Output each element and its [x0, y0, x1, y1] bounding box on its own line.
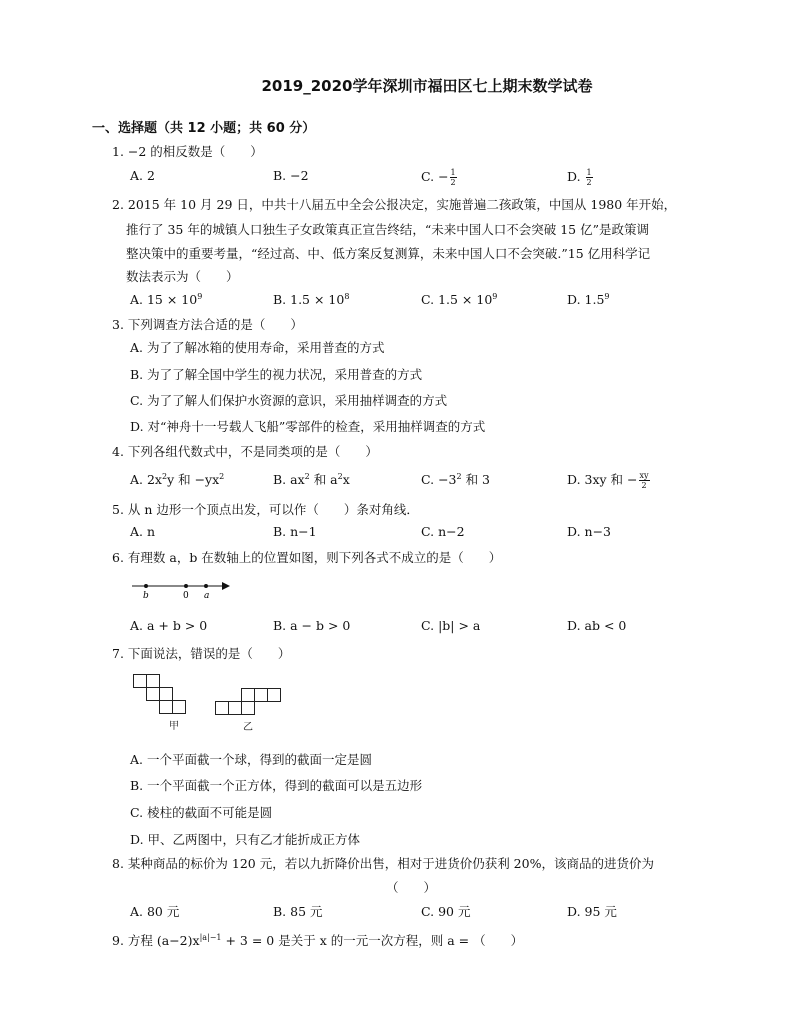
q3-option-c: C. 为了了解人们保护水资源的意识，采用抽样调查的方式 — [130, 393, 448, 408]
q1-option-d: D. $\frac{1}{2}$ — [567, 168, 592, 187]
fraction: $\frac{1}{2}$ — [450, 168, 456, 187]
q6-option-c: C. |b| > a — [421, 618, 481, 633]
section-heading: 一、选择题（共 12 小题；共 60 分） — [92, 121, 316, 136]
question-4-stem: 4. 下列各组代数式中，不是同类项的是（ ） — [112, 444, 378, 459]
q1-option-c: C. − $\frac{1}{2}$ — [421, 168, 456, 187]
q8-option-a: A. 80 元 — [130, 904, 180, 919]
q5-option-a: A. n — [130, 524, 156, 539]
q7-option-b: B. 一个平面截一个正方体，得到的截面可以是五边形 — [130, 778, 423, 793]
figure-label-jia: 甲 — [169, 721, 179, 732]
question-1-options — [130, 168, 690, 190]
q7-option-d: D. 甲、乙两图中，只有乙才能折成正方体 — [130, 832, 361, 847]
net-figure-yi — [215, 688, 295, 734]
q8-option-c: C. 90 元 — [421, 904, 471, 919]
question-9-stem: 9. 方程 $(a-2)x^{|a|-1} + 3 = 0$ 是关于 x 的一元一次方程，则 a = （ ） — [112, 933, 524, 949]
q4-option-b: B. $ax^2$ 和 $a^2x$ — [273, 471, 350, 487]
question-2-line-1: 2. 2015 年 10 月 29 日，中共十八届五中全会公报决定，实施普遍二孩政策，中国从 1980 年开始， — [112, 197, 677, 212]
question-8-blank: （ ） — [386, 880, 437, 895]
question-3-stem: 3. 下列调查方法合适的是（ ） — [112, 317, 303, 332]
question-7-stem: 7. 下面说法，错误的是（ ） — [112, 646, 291, 661]
q3-option-b: B. 为了了解全国中学生的视力状况，采用普查的方式 — [130, 367, 423, 382]
question-2-options — [130, 292, 690, 314]
q3-option-a: A. 为了了解冰箱的使用寿命，采用普查的方式 — [130, 340, 385, 355]
q6-option-b: B. a − b > 0 — [273, 618, 351, 633]
question-4-options — [130, 470, 690, 492]
q4-option-c: C. $-3^2$ 和 3 — [421, 471, 490, 487]
q2-option-c: C. $1.5 \times 10^9$ — [421, 292, 498, 308]
question-2-line-2: 推行了 35 年的城镇人口独生子女政策真正宣告终结，“未来中国人口不会突破 15 亿”是政策调 — [126, 222, 649, 237]
q2-option-a: A. $15 \times 10^9$ — [130, 292, 203, 308]
page-title: 2019_2020学年深圳市福田区七上期末数学试卷 — [261, 77, 593, 95]
q5-option-c: C. n−2 — [421, 524, 465, 539]
question-2-line-3: 整决策中的重要考量，“经过高、中、低方案反复测算，未来中国人口不会突破.”15 亿用科学记 — [126, 246, 651, 261]
q4-option-d: D. 3xy 和 − $\frac{xy}{2}$ — [567, 471, 649, 490]
question-8-options — [130, 902, 690, 924]
question-6-options — [130, 618, 690, 640]
question-5-options — [130, 524, 690, 546]
label-a: a — [204, 591, 210, 600]
q5-option-b: B. n−1 — [273, 524, 317, 539]
label-b: b — [143, 591, 149, 600]
q7-option-c: C. 棱柱的截面不可能是圆 — [130, 805, 273, 820]
q8-option-d: D. 95 元 — [567, 904, 617, 919]
q7-option-a: A. 一个平面截一个球，得到的截面一定是圆 — [130, 752, 372, 767]
question-2-line-4: 数法表示为（ ） — [126, 269, 239, 284]
number-line-figure — [130, 578, 240, 600]
q2-option-d: D. $1.5^9$ — [567, 292, 610, 308]
q6-option-a: A. a + b > 0 — [130, 618, 208, 633]
point-b — [144, 584, 148, 588]
q4-option-a: A. $2x^2y$ 和 $-yx^2$ — [130, 471, 225, 487]
question-8-stem: 8. 某种商品的标价为 120 元，若以九折降价出售，相对于进货价仍获利 20%，该商品的进货价为 — [112, 856, 654, 871]
point-zero — [184, 584, 188, 588]
question-5-stem: 5. 从 n 边形一个顶点出发，可以作（ ）条对角线． — [112, 502, 419, 517]
net-figure-jia — [133, 674, 203, 734]
arrow-head-icon — [222, 582, 230, 590]
q3-option-d: D. 对“神舟十一号载人飞船”零部件的检查，采用抽样调查的方式 — [130, 419, 486, 434]
fraction: $\frac{1}{2}$ — [586, 168, 592, 187]
q1-option-b: B. −2 — [273, 168, 309, 183]
q5-option-d: D. n−3 — [567, 524, 612, 539]
q2-option-b: B. $1.5 \times 10^8$ — [273, 292, 350, 308]
label-zero: 0 — [183, 591, 189, 600]
fraction: $\frac{xy}{2}$ — [639, 471, 649, 490]
point-a — [204, 584, 208, 588]
q8-option-b: B. 85 元 — [273, 904, 323, 919]
question-1-stem: 1. −2 的相反数是（ ） — [112, 144, 263, 159]
q6-option-d: D. ab < 0 — [567, 618, 627, 633]
q1-option-a: A. 2 — [130, 168, 155, 183]
figure-label-yi: 乙 — [243, 722, 253, 733]
question-6-stem: 6. 有理数 a，b 在数轴上的位置如图，则下列各式不成立的是（ ） — [112, 550, 502, 565]
